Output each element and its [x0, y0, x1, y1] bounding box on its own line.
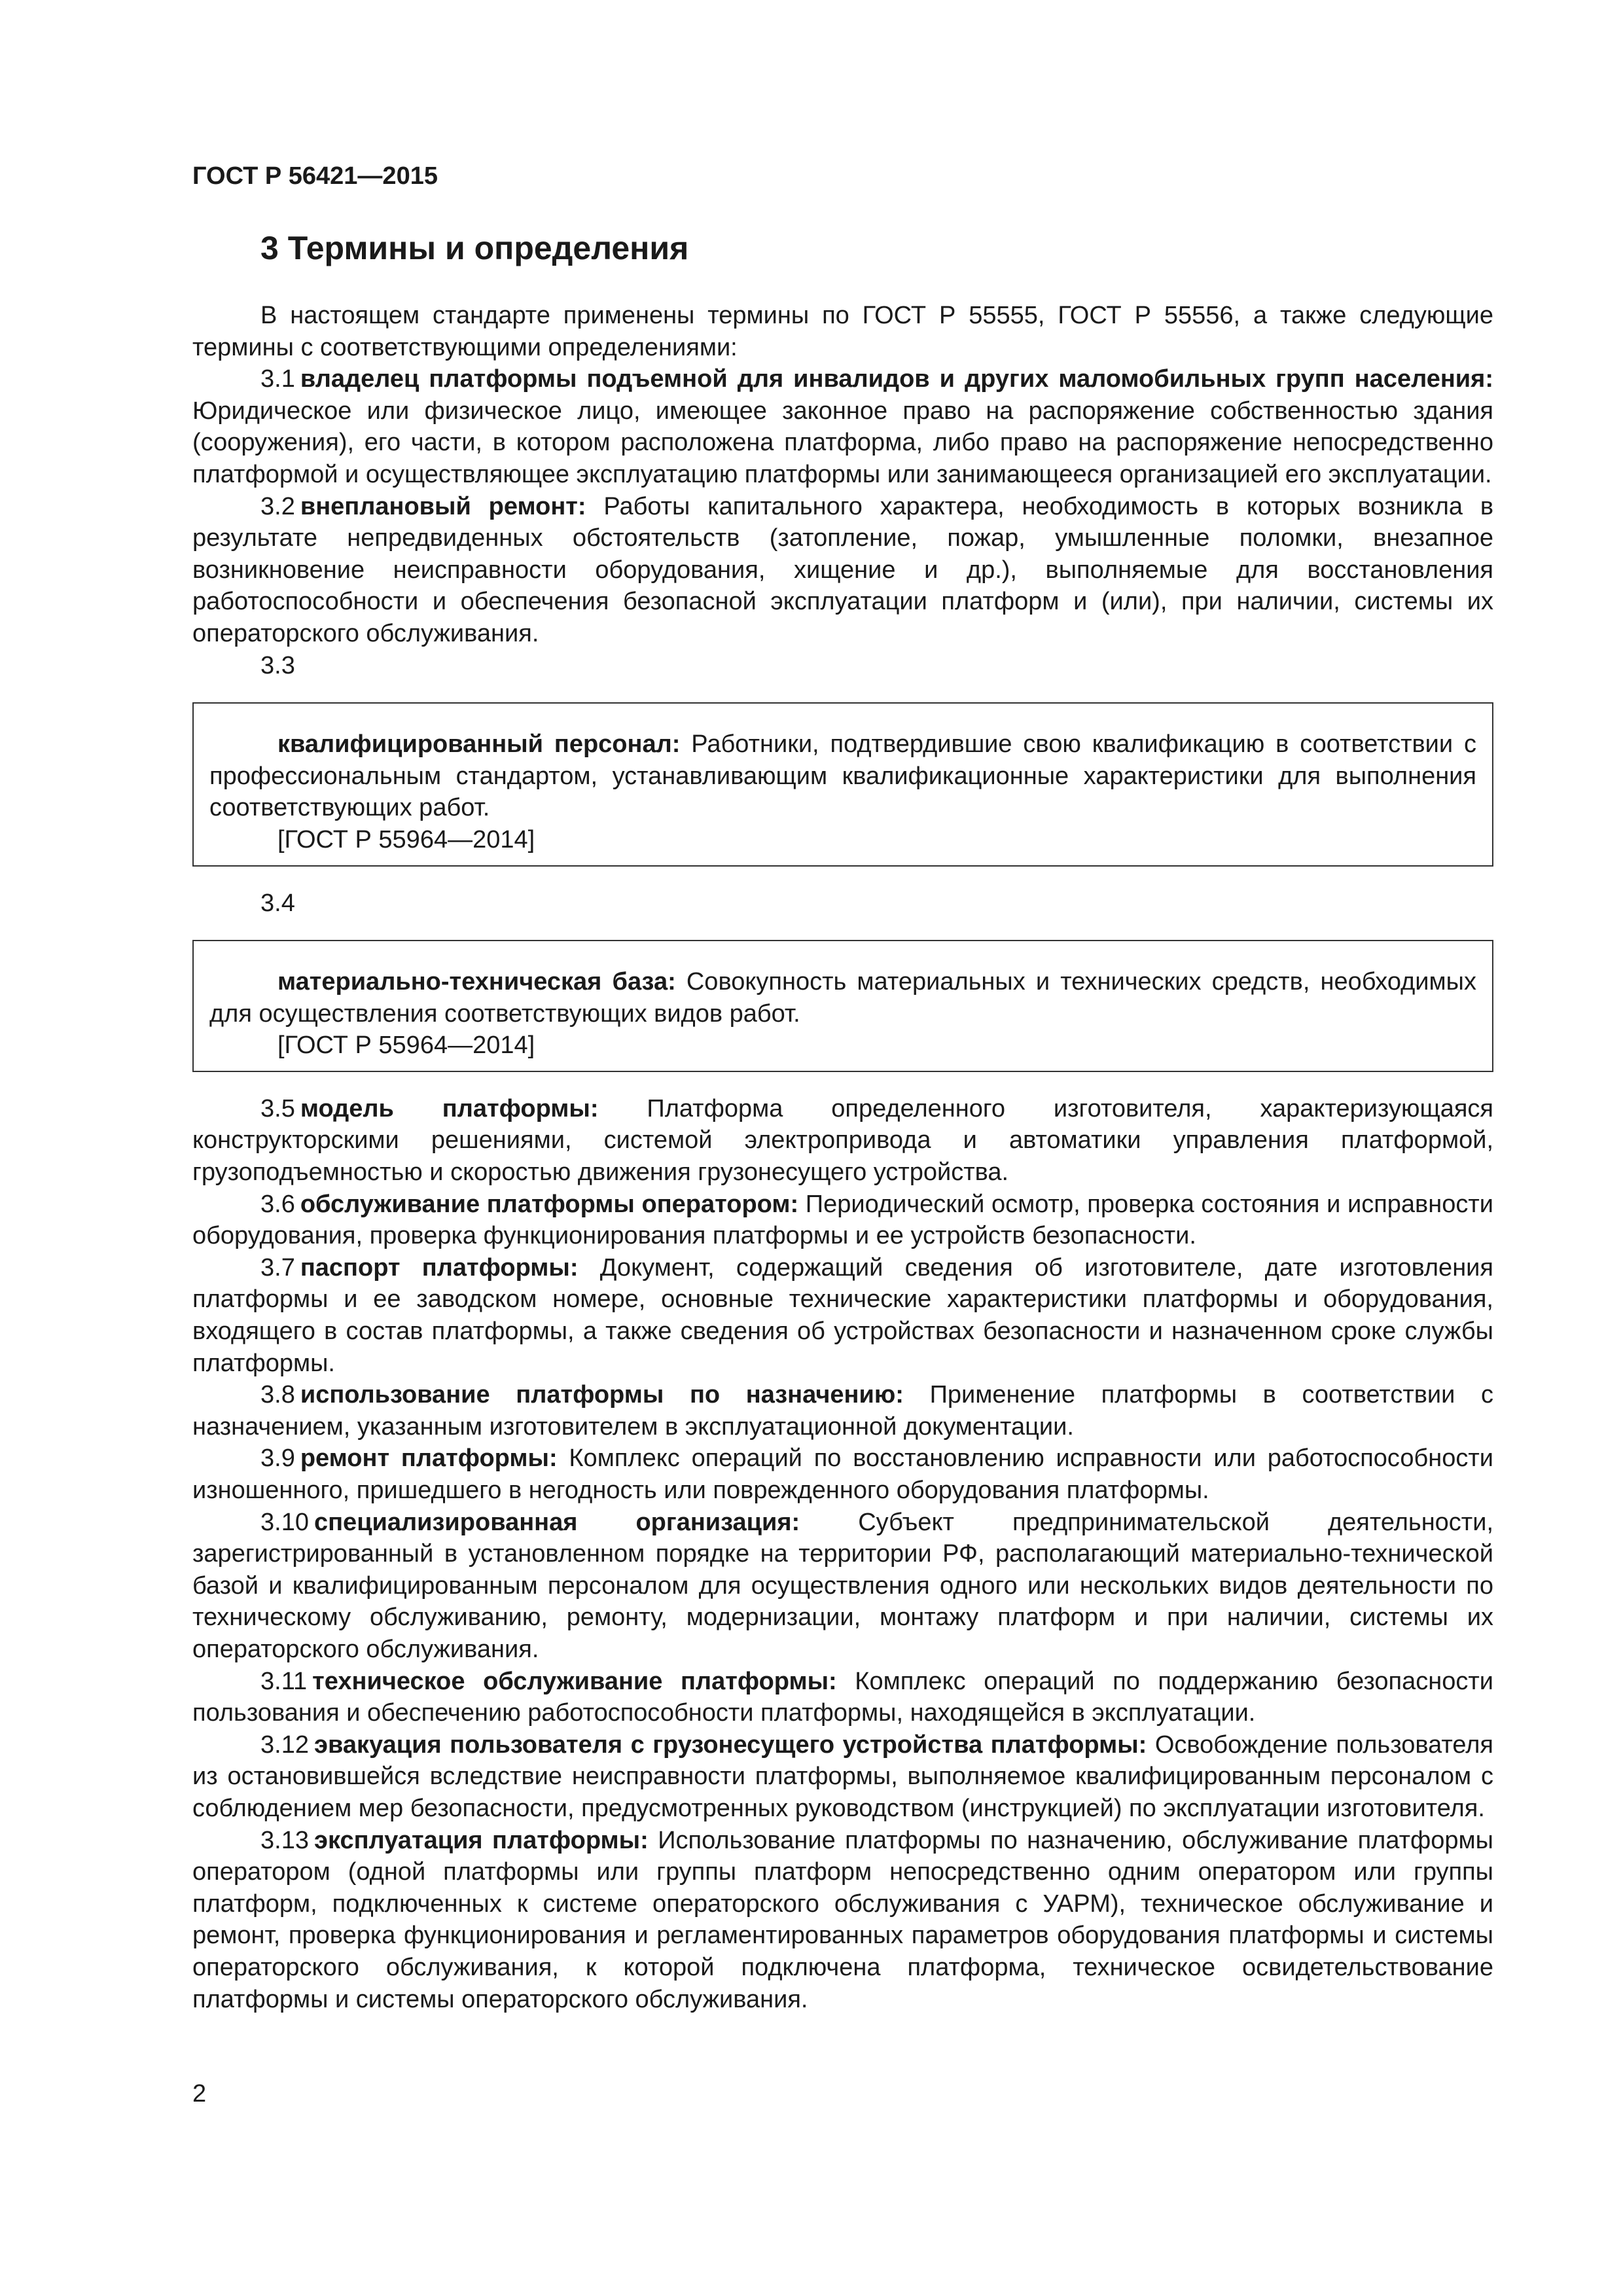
term-name: эвакуация пользователя с грузонесущего устройства платформы:	[313, 1731, 1147, 1759]
page-number: 2	[192, 2080, 207, 2108]
boxed-term-3-4	[192, 940, 1493, 1072]
term-name: использование платформы по назначению:	[300, 1381, 904, 1409]
intro-paragraph: В настоящем стандарте применены термины по ГОСТ Р 55555, ГОСТ Р 55556, а также следующие термины с соответствующими определениями:	[192, 302, 1493, 361]
term-number: 3.7	[260, 1253, 295, 1282]
term-definition: Совокупность материальных и технических средств, необходимых для осуществления соответствующих видов работ.	[209, 968, 1476, 1028]
term-definition: Периодический осмотр, проверка состояния и исправности оборудования, проверка функционирования платформы и ее устройств безопасности.	[192, 1190, 1493, 1250]
term-name: внеплановый ремонт:	[300, 492, 586, 520]
term-number: 3.5	[260, 1094, 295, 1122]
section-title: 3 Термины и определения	[260, 230, 689, 266]
term-number: 3.6	[260, 1190, 295, 1218]
term-reference: [ГОСТ Р 55964—2014]	[277, 825, 535, 853]
term-entry-3-10	[192, 1507, 1493, 1666]
term-entry-3-11	[192, 1666, 1493, 1729]
term-definition: Работники, подтвердившие свою квалификацию в соответствии с профессиональным стандартом, устанавливающим квалификационные характеристики для выполнения соответствующих работ.	[209, 730, 1477, 822]
term-entry-3-12	[192, 1729, 1493, 1825]
term-definition: Комплекс операций по восстановлению исправности или работоспособности изношенного, пришедшего в негодность или поврежденного оборудования платформы.	[192, 1444, 1493, 1504]
term-reference: [ГОСТ Р 55964—2014]	[277, 1031, 535, 1060]
term-name: специализированная организация:	[313, 1508, 800, 1536]
document-body	[192, 300, 1493, 2015]
term-definition: Документ, содержащий сведения об изготовителе, дате изготовления платформы и ее заводском номере, основные технические характеристики платформы и оборудования, входящего в состав платформы, а также сведения об устройствах безопасности и назначенном сроке службы платформы.	[192, 1253, 1493, 1377]
term-entry-3-9	[192, 1443, 1493, 1506]
term-number: 3.8	[260, 1381, 295, 1409]
term-number: 3.11	[260, 1667, 308, 1695]
term-definition: Комплекс операций по поддержанию безопасности пользования и обеспечению работоспособности платформы, находящейся в эксплуатации.	[192, 1667, 1493, 1727]
term-number: 3.9	[260, 1444, 295, 1473]
term-definition: Платформа определенного изготовителя, характеризующаяся конструкторскими решениями, системой электропривода и автоматики управления платформой, грузоподъемностью и скоростью движения грузонесущего устройства.	[192, 1094, 1493, 1187]
term-number: 3.2	[260, 492, 295, 520]
term-number: 3.12	[260, 1731, 309, 1759]
term-definition: Субъект предпринимательской деятельности, зарегистрированный в установленном порядке на территории РФ, располагающий материально-технической базой и квалифицированным персоналом для осуществления одного или нескольких видов деятельности по техническому обслуживанию, ремонту, модернизации, монтажу платформ и при наличии, системы их операторского обслуживания.	[192, 1508, 1493, 1663]
term-name: материально-техническая база:	[277, 968, 676, 996]
term-name: паспорт платформы:	[300, 1253, 579, 1282]
term-number: 3.13	[260, 1826, 309, 1854]
term-entry-3-1	[192, 363, 1493, 490]
term-number: 3.10	[260, 1508, 309, 1536]
term-entry-3-6	[192, 1189, 1493, 1252]
term-number-3-4: 3.4	[260, 889, 295, 917]
boxed-term-3-3	[192, 702, 1493, 866]
term-number: 3.1	[260, 365, 295, 393]
boxed-term-text	[209, 728, 1476, 824]
term-entry-3-13	[192, 1825, 1493, 2016]
term-name: эксплуатация платформы:	[313, 1826, 649, 1854]
term-definition: Освобождение пользователя из остановившейся вследствие неисправности платформы, выполняемое квалифицированным персоналом с соблюдением мер безопасности, предусмотренных руководством (инструкцией) по эксплуатации изготовителя.	[192, 1731, 1494, 1822]
term-name: ремонт платформы:	[300, 1444, 558, 1473]
term-name: модель платформы:	[300, 1094, 599, 1122]
boxed-term-text	[209, 966, 1476, 1030]
term-definition: Применение платформы в соответствии с назначением, указанным изготовителем в эксплуатационной документации.	[192, 1381, 1494, 1441]
term-definition: Работы капитального характера, необходимость в которых возникла в результате непредвиденных обстоятельств (затопление, пожар, умышленные поломки, внезапное возникновение неисправности оборудования, хищение и др.), выполняемые для восстановления работоспособности и обеспечения безопасной эксплуатации платформ и (или), при наличии, системы их операторского обслуживания.	[192, 492, 1494, 647]
term-entry-3-7	[192, 1252, 1493, 1379]
document-header: ГОСТ Р 56421—2015	[192, 162, 438, 190]
term-name: владелец платформы подъемной для инвалидов и других маломобильных групп населения:	[300, 365, 1493, 393]
term-name: квалифицированный персонал:	[277, 730, 681, 759]
term-name: обслуживание платформы оператором:	[300, 1190, 799, 1218]
term-entry-3-5	[192, 1093, 1493, 1189]
term-name: техническое обслуживание платформы:	[312, 1667, 837, 1695]
term-number-3-3: 3.3	[260, 651, 295, 679]
term-definition: Юридическое или физическое лицо, имеющее законное право на распоряжение собственностью здания (сооружения), его части, в котором расположена платформа, либо право на распоряжение непосредственно платформой и осуществляющее эксплуатацию платформы или занимающееся организацией его эксплуатации.	[192, 397, 1493, 488]
term-entry-3-2	[192, 491, 1493, 650]
term-definition: Использование платформы по назначению, обслуживание платформы оператором (одной платформы или группы платформ непосредственно одним оператором или группы платформ, подключенных к системе операторского обслуживания с УАРМ), техническое обслуживание и ремонт, проверка функционирования и регламентированных параметров оборудования платформы и системы операторского обслуживания, к которой подключена платформа, техническое освидетельствование платформы и системы операторского обслуживания.	[192, 1826, 1493, 2013]
term-entry-3-8	[192, 1379, 1493, 1443]
